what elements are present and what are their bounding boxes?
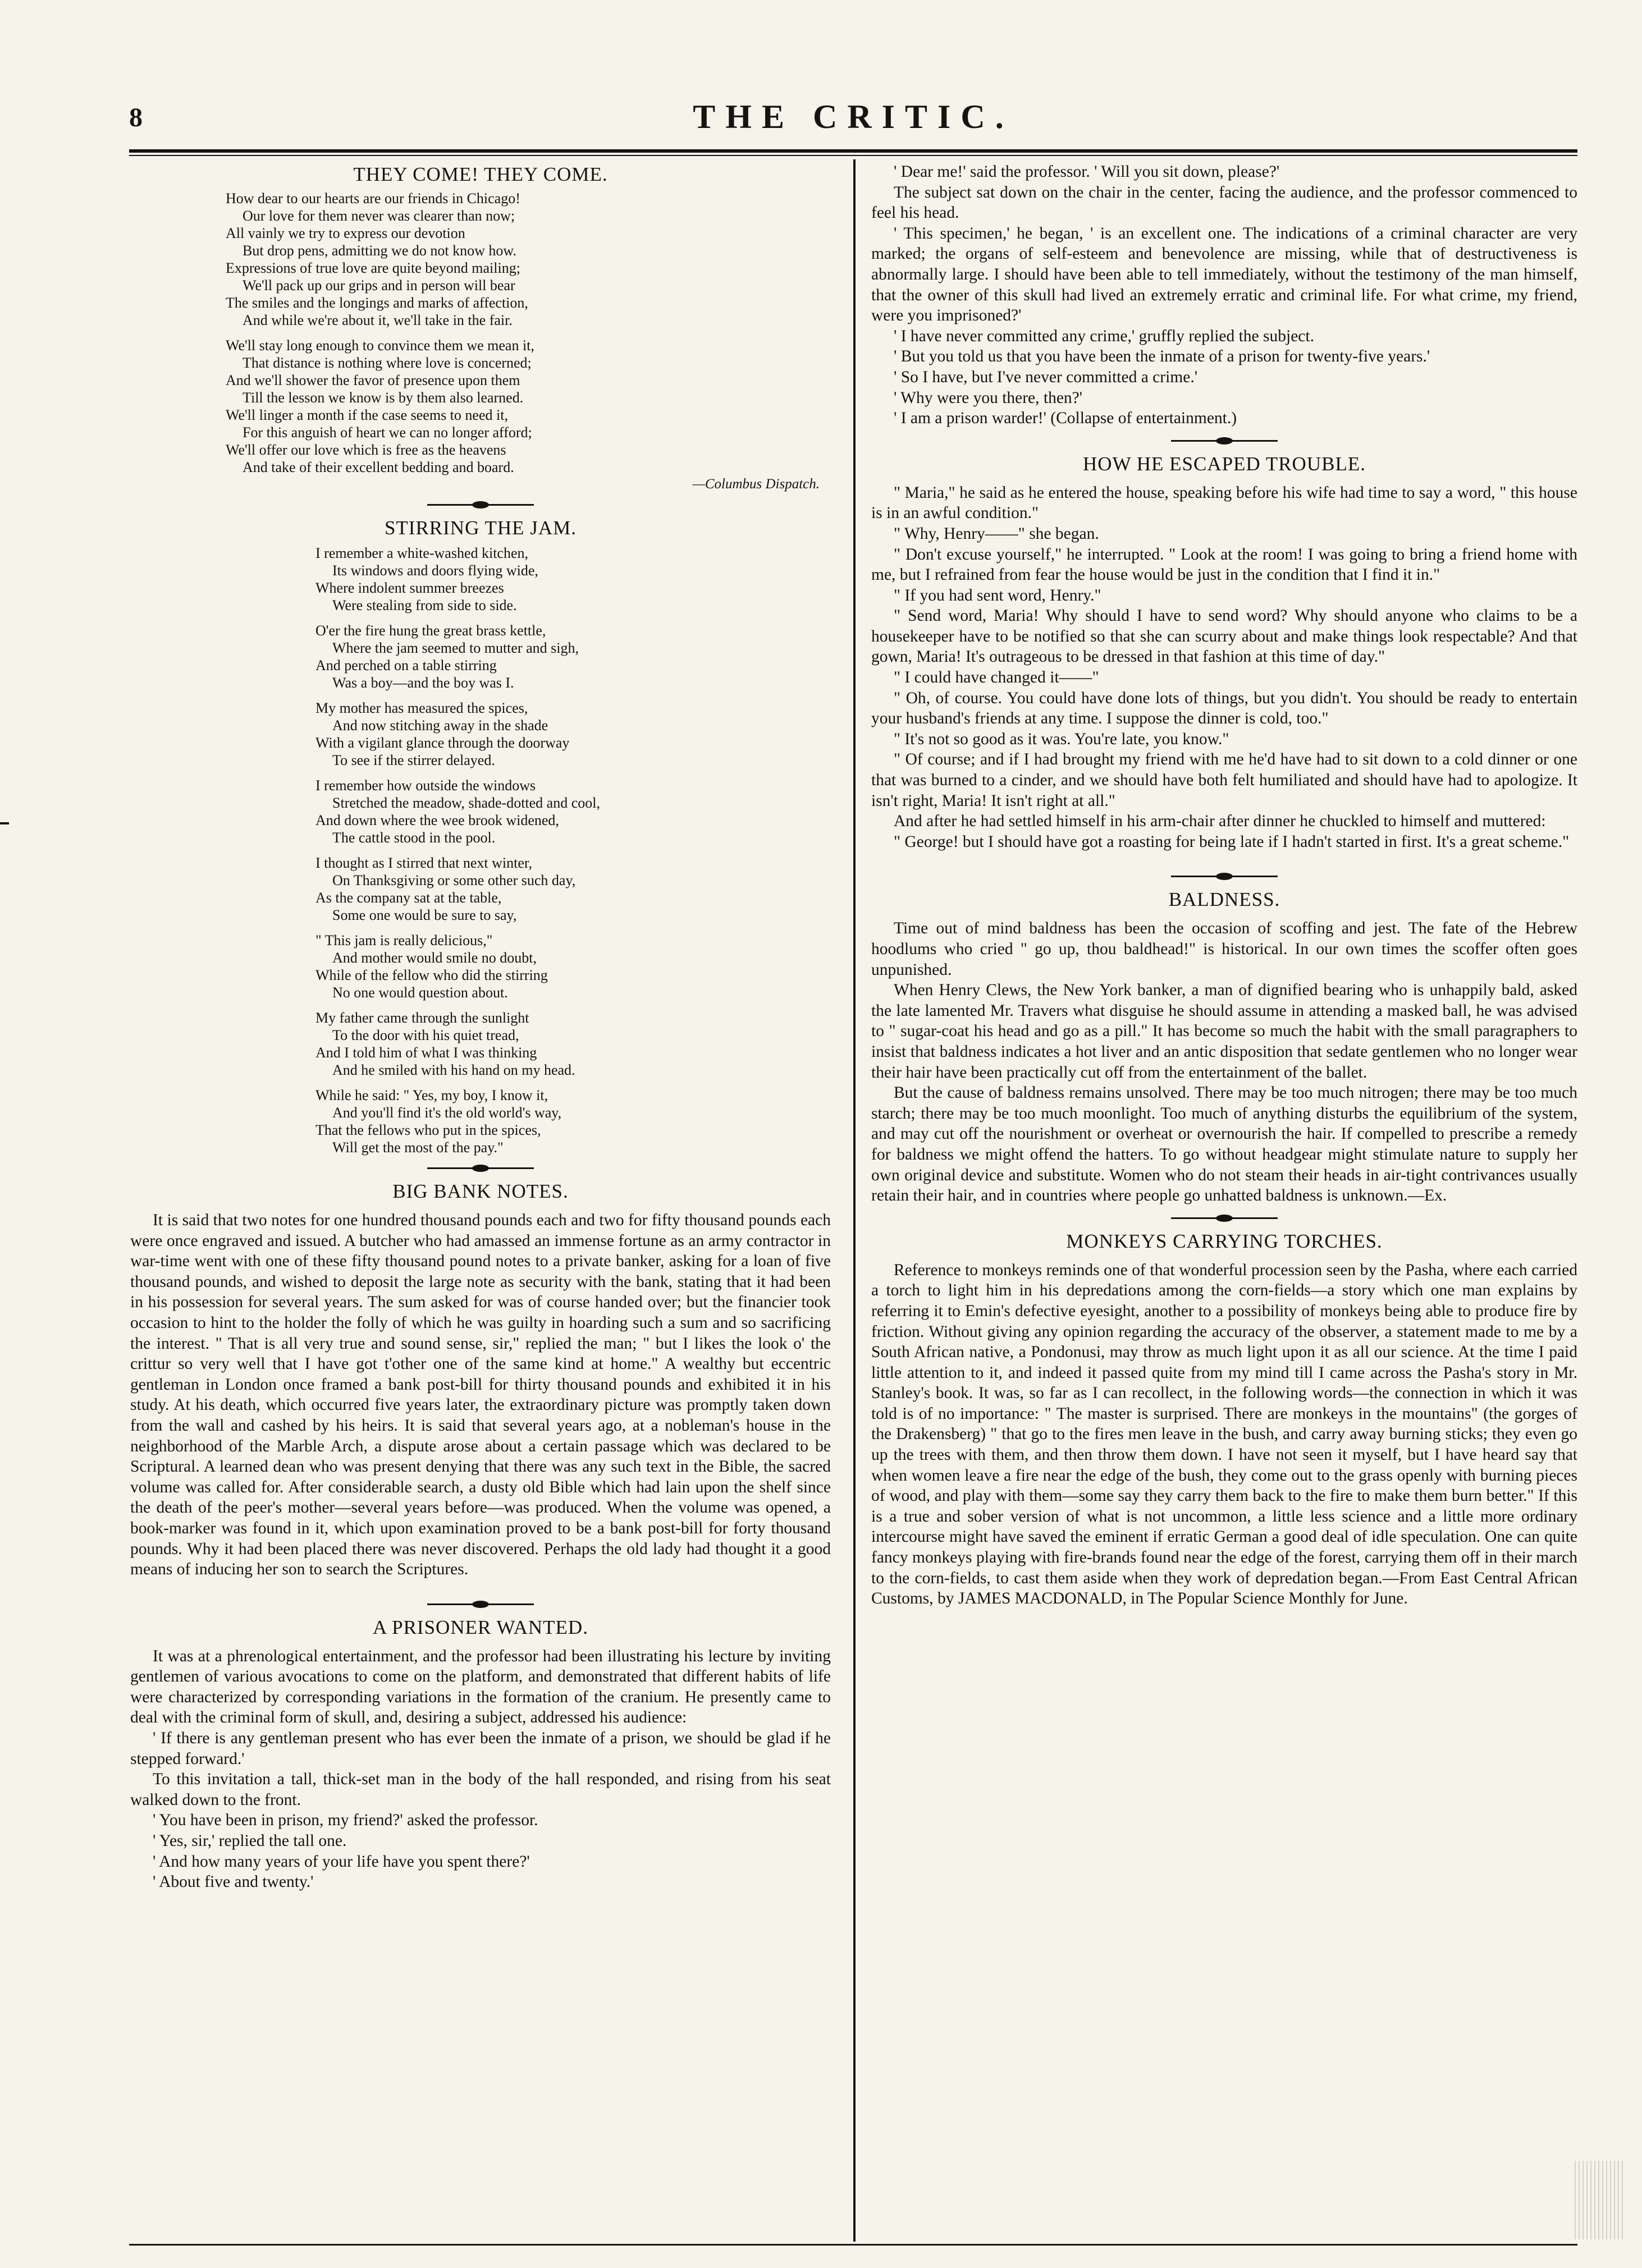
scan-artifact <box>1575 2161 1625 2239</box>
paragraph: And after he had settled himself in his arm-chair after dinner he chuckled to himself and muttered: <box>894 812 1546 831</box>
article-a-prisoner-wanted-continued <box>871 162 1577 429</box>
poem-stanza <box>315 699 808 769</box>
poem-line: My father came through the sunlight <box>315 1010 529 1026</box>
poem-stirring-the-jam <box>315 544 808 1156</box>
paragraph: " Don't excuse yourself," he interrupted. " Look at the room! I was going to bring a friend home with me, but I refrained from fear the house would be just in the condition that I find it in." <box>871 545 1577 584</box>
poem-line: My mother has measured the spices, <box>315 700 528 716</box>
poem-line: Where indolent summer breezes <box>315 580 504 596</box>
poem-line: All vainly we try to express our devotion <box>226 225 465 241</box>
poem-line: I remember a white-washed kitchen, <box>315 545 529 561</box>
poem-line: No one would question about. <box>332 984 508 1001</box>
poem-stanza <box>315 622 808 691</box>
poem-line: And take of their excellent bedding and board. <box>243 459 514 475</box>
poem-line: For this anguish of heart we can no longer afford; <box>243 424 532 441</box>
poem-line: That the fellows who put in the spices, <box>315 1122 541 1138</box>
poem-line: O'er the fire hung the great brass kettle, <box>315 622 546 639</box>
paragraph: When Henry Clews, the New York banker, a man of dignified bearing who is unhappily bald, asked the late lamented Mr. Travers what disguise he should assume in attending a masked ball, he was advised to " sugar-coat his head and go as a pill." It has become so much the habit with the small paragraphers to insist that baldness indicates a hot liver and an antic disposition that sedate gentlemen who no longer wear their hair have been practically cut off from the entertainment of the ballet. <box>871 981 1577 1082</box>
poem-line: To see if the stirrer delayed. <box>332 752 495 768</box>
right-column <box>871 162 1577 1609</box>
poem-line: And now stitching away in the shade <box>332 717 548 734</box>
page-header <box>129 94 1577 145</box>
page-bottom-rule <box>129 2244 1577 2246</box>
paragraph: Time out of mind baldness has been the occasion of scoffing and jest. The fate of the Hebrew hoodlums who cried " go up, thou baldhead!" is historical. In our own times the scoffer often goes unpunished. <box>871 919 1577 979</box>
paragraph: " If you had sent word, Henry." <box>894 586 1101 604</box>
paragraph: It is said that two notes for one hundred thousand pounds each and two for fifty thousand pounds each were once engraved and issued. A butcher who had amassed an immense fortune as an army contractor in war-time went with one of these fifty thousand pound notes to a private banker, asking for a loan of five thousand pounds, and wished to deposit the large note as security with the bank, stating that it had been in his possession for several years. The sum asked for was of course handed over; but the financier took occasion to hint to the holder the folly of which he was guilty in hoarding such a sum and so sacrificing the interest. " That is all very true and sound sense, sir," replied the man; " but I likes the look o' the crittur so very well that I have got t'other one of the same kind at home." A wealthy but eccentric gentleman in London once framed a bank post-bill for thirty thousand pounds and exhibited it in his study. At his death, which occurred five years later, the extraordinary picture was promptly taken down from the wall and cashed by his heirs. It is said that several years ago, at a nobleman's house in the neighborhood of the Marble Arch, a dispute arose about a certain passage which was declared to be Scriptural. A learned dean who was present denying that there was any such text in the Bible, the sacred volume was called for. After considerable search, a dusty old Bible which had lain upon the shelf since the death of the peer's mother—several years before—was produced. When the volume was opened, a book-marker was found in it, which upon examination proved to be a bank post-bill for forty thousand pounds. Why it had been placed there was never discovered. Perhaps the old lady had thought it a good means of inducing her son to search the Scriptures. <box>130 1211 831 1579</box>
poem-line: Was a boy—and the boy was I. <box>332 675 514 691</box>
left-column <box>130 162 831 1893</box>
paragraph: " I could have changed it——" <box>894 668 1099 687</box>
poem-credit: —Columbus Dispatch. <box>692 476 820 492</box>
poem-line: On Thanksgiving or some other such day, <box>332 872 576 888</box>
article-big-bank-notes <box>130 1210 831 1580</box>
column-divider <box>853 159 856 2242</box>
poem-stanza <box>226 190 808 329</box>
poem-stanza <box>315 544 808 614</box>
poem-line: And I told him of what I was thinking <box>315 1044 537 1061</box>
poem-line: And down where the wee brook widened, <box>315 812 559 828</box>
poem-line: We'll linger a month if the case seems to need it, <box>226 407 508 423</box>
section-separator <box>130 1156 831 1179</box>
masthead-title: THE CRITIC. <box>693 98 1014 135</box>
poem-stanza <box>315 1009 808 1079</box>
poem-they-come <box>226 190 808 476</box>
paragraph: ' So I have, but I've never committed a crime.' <box>894 368 1198 386</box>
article-monkeys-carrying-torches <box>871 1260 1577 1609</box>
article-title-how-he-escaped-trouble: HOW HE ESCAPED TROUBLE. <box>1083 452 1366 475</box>
paragraph: " Oh, of course. You could have done lots of things, but you didn't. You should be ready to entertain your husband's friends at any time. I suppose the dinner is cold, too." <box>871 689 1577 728</box>
poem-line: Will get the most of the pay." <box>332 1139 504 1156</box>
poem-title-stirring-the-jam: STIRRING THE JAM. <box>384 517 577 539</box>
poem-line: And perched on a table stirring <box>315 657 497 673</box>
paragraph: ' Why were you there, then?' <box>894 388 1083 407</box>
section-separator <box>130 1592 831 1615</box>
paragraph: " Maria," he said as he entered the house, speaking before his wife had time to say a word, " this house is in an awful condition." <box>871 483 1577 523</box>
paragraph: ' If there is any gentleman present who has ever been the inmate of a prison, we should be glad if he stepped forward.' <box>130 1729 831 1768</box>
poem-line: I remember how outside the windows <box>315 777 536 794</box>
paragraph: ' About five and twenty.' <box>153 1873 314 1891</box>
poem-line: With a vigilant glance through the doorway <box>315 735 570 751</box>
paragraph: The subject sat down on the chair in the center, facing the audience, and the professor commenced to feel his head. <box>871 183 1577 222</box>
paragraph: ' Yes, sir,' replied the tall one. <box>153 1832 347 1850</box>
paragraph: ' And how many years of your life have you spent there?' <box>153 1852 530 1871</box>
poem-line: The smiles and the longings and marks of affection, <box>226 295 528 311</box>
poem-line: Where the jam seemed to mutter and sigh, <box>332 640 579 656</box>
section-separator <box>871 429 1577 451</box>
poem-line: As the company sat at the table, <box>315 890 502 906</box>
article-title-a-prisoner-wanted: A PRISONER WANTED. <box>373 1616 588 1638</box>
poem-line: But drop pens, admitting we do not know how. <box>243 242 516 259</box>
paragraph: " Of course; and if I had brought my friend with me he'd have had to sit down to a cold dinner or one that was burned to a cinder, and we should have both felt humiliated and should have had to apologize. It isn't right, Maria! It isn't right at all." <box>871 750 1577 810</box>
paragraph: ' I am a prison warder!' (Collapse of entertainment.) <box>894 409 1237 428</box>
poem-line: While of the fellow who did the stirring <box>315 967 548 983</box>
poem-line: We'll pack up our grips and in person will bear <box>243 277 515 294</box>
article-title-baldness: BALDNESS. <box>1168 888 1280 911</box>
article-baldness <box>871 918 1577 1206</box>
article-title-monkeys-carrying-torches: MONKEYS CARRYING TORCHES. <box>1066 1230 1383 1252</box>
paragraph: ' You have been in prison, my friend?' asked the professor. <box>153 1811 538 1830</box>
poem-line: While he said: " Yes, my boy, I know it, <box>315 1087 548 1103</box>
article-title-big-bank-notes: BIG BANK NOTES. <box>392 1180 569 1202</box>
poem-title-they-come: THEY COME! THEY COME. <box>353 163 608 185</box>
section-separator <box>130 493 831 515</box>
poem-line: And while we're about it, we'll take in the fair. <box>243 312 513 328</box>
header-rule-thin <box>129 155 1577 156</box>
margin-mark <box>0 822 9 824</box>
page-number: 8 <box>129 103 143 132</box>
paragraph: ' I have never committed any crime,' gruffly replied the subject. <box>894 327 1314 345</box>
poem-stanza <box>315 854 808 924</box>
paragraph: To this invitation a tall, thick-set man in the body of the hall responded, and rising from his seat walked down to the front. <box>130 1770 831 1809</box>
poem-line: Some one would be sure to say, <box>332 907 517 923</box>
poem-line: Were stealing from side to side. <box>332 597 517 613</box>
poem-stanza <box>315 1087 808 1156</box>
poem-line: We'll stay long enough to convince them we mean it, <box>226 337 534 354</box>
paragraph: But the cause of baldness remains unsolved. There may be too much nitrogen; there may be too much starch; there may be too much moonlight. Too much of anything disturbs the equilibrium of the system, and may cut off the nourishment or overheat or overnourish the hair. If compelled to prescribe a remedy for baldness we might offend the hatters. To go without headgear might stimulate nature to supply her own original device and substitute. Women who do not steam their heads in air-tight contrivances usually retain their hair, and in countries where people go unhatted baldness is unknown.—Ex. <box>871 1084 1577 1205</box>
poem-line: And you'll find it's the old world's way, <box>332 1105 562 1121</box>
paragraph: " It's not so good as it was. You're late, you know." <box>894 730 1229 748</box>
poem-line: To the door with his quiet tread, <box>332 1027 519 1043</box>
paragraph: Reference to monkeys reminds one of that wonderful procession seen by the Pasha, where each carried a torch to light him in his depredations among the corn-fields—a story which one man explains by referring it to Emin's defective eyesight, another to a possibility of monkeys being able to produce fire by friction. Without giving any opinion regarding the accuracy of the observer, a statement made to me by a South African native, a Pondonusi, may throw as much light upon it as all our science. At the time I paid little attention to it, and indeed it passed quite from my mind till I came across the Pasha's story in Mr. Stanley's book. It was, so far as I can recollect, in the following words—the connection in which it was told is of no importance: " The master is surprised. There are monkeys in the mountains" (the gorges of the Drakensberg) " that go to the fires men leave in the bush, and carry away burning sticks; they even go up the trees with them, and then throw them down. I have not seen it myself, but I have heard say that when women leave a fire near the edge of the bush, they come out to the grass openly with burning pieces of wood, and play with them—some say they carry them back to the fire to make them burn better." If this is a true and sober version of what is not uncommon, a little less science and a little more ordinary intercourse might have saved the eminent if erratic German a good deal of idle speculation. One can quite fancy monkeys playing with fire-brands found near the edge of the forest, carrying them off in their march to the corn-fields, to cast them aside when they work of depredation began.—From East Central African Customs, by JAMES MACDONALD, in The Popular Science Monthly for June. <box>871 1261 1577 1608</box>
article-how-he-escaped-trouble <box>871 483 1577 853</box>
paragraph: " Send word, Maria! Why should I have to send word? Why should anyone who claims to be a housekeeper have to be notified so that she can scurry about and make things look respectable? And that gown, Maria! It's outrageous to be dressed in that fashion at this time of day." <box>871 607 1577 666</box>
poem-line: Expressions of true love are quite beyond mailing; <box>226 260 520 276</box>
poem-line: We'll offer our love which is free as the heavens <box>226 442 506 458</box>
poem-line: And we'll shower the favor of presence upon them <box>226 372 520 388</box>
poem-line: That distance is nothing where love is concerned; <box>243 355 532 371</box>
poem-line: Its windows and doors flying wide, <box>332 562 538 579</box>
poem-line: I thought as I stirred that next winter, <box>315 855 532 871</box>
section-separator <box>871 1206 1577 1229</box>
poem-line: Stretched the meadow, shade-dotted and cool, <box>332 795 600 811</box>
header-rule <box>129 149 1577 153</box>
paragraph: " Why, Henry——" she began. <box>894 524 1099 543</box>
paragraph: ' This specimen,' he began, ' is an excellent one. The indications of a criminal character are very marked; the organs of self-esteem and benevolence are missing, while that of destructiveness is abnormally large. I should have been able to tell immediately, without the testimony of the man himself, that the owner of this skull had lived an extremely erratic and criminal life. For what crime, my friend, were you imprisoned?' <box>871 224 1577 325</box>
paragraph: ' Dear me!' said the professor. ' Will you sit down, please?' <box>894 163 1280 181</box>
poem-line: " This jam is really delicious," <box>315 932 493 949</box>
poem-line: How dear to our hearts are our friends in Chicago! <box>226 190 520 207</box>
poem-stanza <box>315 777 808 846</box>
article-a-prisoner-wanted <box>130 1646 831 1893</box>
poem-line: The cattle stood in the pool. <box>332 830 496 846</box>
poem-line: And he smiled with his hand on my head. <box>332 1062 575 1078</box>
poem-line: Till the lesson we know is by them also learned. <box>243 390 524 406</box>
poem-stanza <box>226 337 808 476</box>
poem-line: And mother would smile no doubt, <box>332 950 537 966</box>
paragraph: It was at a phrenological entertainment, and the professor had been illustrating his lecture by inviting gentlemen of various avocations to come on the platform, and demonstrated that different habits of life were characterized by corresponding variations in the formation of the cranium. He presently came to deal with the criminal form of skull, and, desiring a subject, addressed his audience: <box>130 1647 831 1727</box>
paragraph: " George! but I should have got a roasting for being late if I hadn't started in first. It's a great scheme." <box>894 832 1570 851</box>
poem-line: Our love for them never was clearer than now; <box>243 208 515 224</box>
poem-stanza <box>315 932 808 1001</box>
section-separator <box>871 864 1577 887</box>
paragraph: ' But you told us that you have been the inmate of a prison for twenty-five years.' <box>894 347 1430 366</box>
